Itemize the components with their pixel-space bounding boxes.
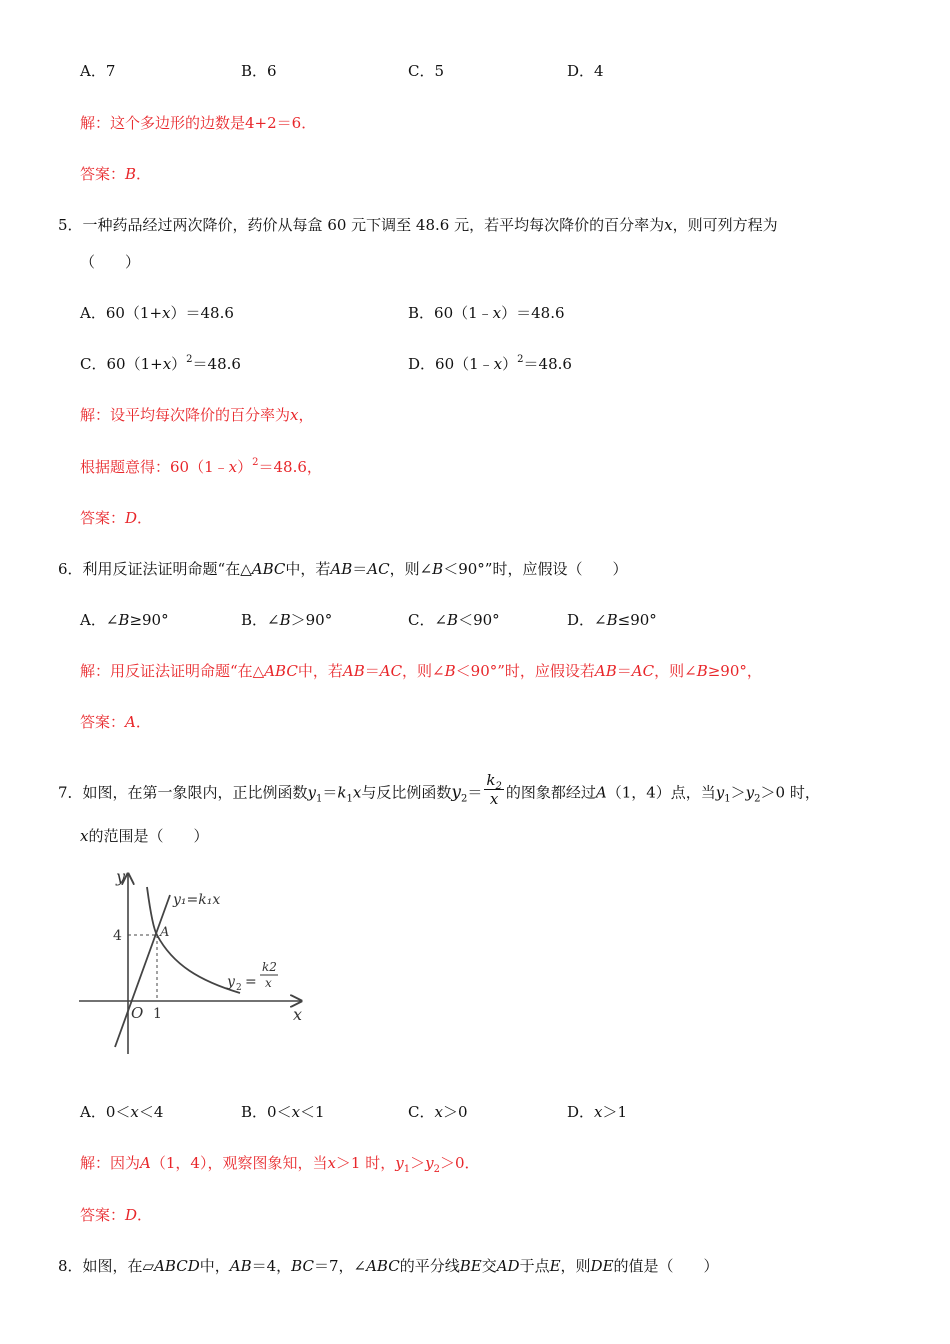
exponent: 2 xyxy=(252,457,259,468)
var: B xyxy=(279,611,291,629)
origin-label: O xyxy=(131,1004,144,1022)
var-x: x xyxy=(162,304,171,322)
sol-text: 解：设平均每次降价的百分率为 xyxy=(80,406,291,424)
answer-suffix: ． xyxy=(137,1206,153,1224)
var: AD xyxy=(496,1257,520,1275)
var: k xyxy=(337,783,347,802)
var: B xyxy=(606,611,618,629)
stem-text: ＝7，∠ xyxy=(313,1257,367,1275)
sol-text: ＝48.6， xyxy=(258,458,322,476)
y-axis-label: y xyxy=(116,867,126,886)
q6-option-d xyxy=(567,610,657,630)
answer-prefix: 答案： xyxy=(80,509,126,527)
curve-label-den: x xyxy=(265,976,272,990)
var: ABCD xyxy=(154,1257,200,1275)
var-x: x xyxy=(492,304,502,322)
q4-option-c: C．5 xyxy=(408,62,445,80)
opt-text: D． xyxy=(567,1103,595,1121)
opt-text: A．∠ xyxy=(80,611,119,629)
tick-label-4: 4 xyxy=(113,928,122,944)
stem-text: 交 xyxy=(481,1257,497,1275)
var: ABC xyxy=(251,560,286,578)
var-x: x xyxy=(664,216,673,234)
sol-text: ≥90°， xyxy=(707,662,762,680)
var: AB xyxy=(229,1257,252,1275)
var: E xyxy=(549,1257,561,1275)
var: AB xyxy=(594,662,617,680)
curve-label-num: k2 xyxy=(262,960,277,974)
q5-stem xyxy=(58,215,778,235)
stem-text: ＝4， xyxy=(251,1257,292,1275)
var-x: x xyxy=(493,355,503,373)
var: y xyxy=(425,1154,434,1172)
sol-text: ，则∠ xyxy=(402,662,445,680)
q6-option-b xyxy=(241,610,332,630)
subscript: 2 xyxy=(433,1164,440,1175)
sol-text: ＜90°”时，应假设若 xyxy=(455,662,595,680)
q7-function-graph xyxy=(75,862,315,1062)
subscript: 1 xyxy=(403,1164,411,1175)
opt-text: ）＝48.6 xyxy=(170,304,234,322)
exponent: 2 xyxy=(186,354,193,365)
opt-text: ＜90° xyxy=(458,611,500,629)
var: BC xyxy=(291,1257,314,1275)
opt-text: B．∠ xyxy=(241,611,280,629)
answer-prefix: 答案： xyxy=(80,1206,126,1224)
curve-label-eq: = xyxy=(245,974,257,990)
var: x xyxy=(291,1103,301,1121)
var: x xyxy=(130,1103,139,1121)
point-a-label: A xyxy=(160,925,170,940)
opt-text: ＞0 xyxy=(442,1103,468,1121)
q7-option-d xyxy=(567,1102,627,1122)
var: AC xyxy=(367,560,390,578)
sol-text: 解：用反证法证明命题“在△ xyxy=(80,662,265,680)
answer-letter: B xyxy=(125,165,137,183)
stem-text: 的值是（ ） xyxy=(613,1257,719,1275)
var: AB xyxy=(330,560,353,578)
var: x xyxy=(80,827,89,845)
answer-suffix: ． xyxy=(137,509,153,527)
opt-text: C． xyxy=(408,1103,435,1121)
stem-text: 6．利用反证法证明命题“在△ xyxy=(58,560,252,578)
subscript: 1 xyxy=(346,793,353,805)
stem-text: ＞ xyxy=(730,783,746,802)
subscript: 2 xyxy=(495,781,502,792)
opt-text: ＜4 xyxy=(138,1103,164,1121)
sol-text: ＝ xyxy=(364,662,380,680)
exponent: 2 xyxy=(517,354,524,365)
parallelogram-icon: ▱ xyxy=(142,1257,155,1275)
q5-option-b xyxy=(408,303,565,323)
stem-text: ，则 xyxy=(560,1257,591,1275)
stem-text: 于点 xyxy=(519,1257,550,1275)
q5-option-d xyxy=(408,354,572,374)
q5-option-a xyxy=(80,303,234,323)
q7-answer xyxy=(80,1205,152,1225)
opt-text: D．∠ xyxy=(567,611,607,629)
q7-stem-line2 xyxy=(80,826,208,846)
var: AC xyxy=(379,662,403,680)
opt-text: ＝48.6 xyxy=(523,355,572,373)
q5-stem-text: 5．一种药品经过两次降价，药价从每盒 60 元下调至 48.6 元，若平均每次降价的百分率为 xyxy=(58,216,665,234)
sol-text: 解：因为 xyxy=(80,1154,141,1172)
q4-option-a: A．7 xyxy=(80,62,116,80)
sol-text: （1，4），观察图象知，当 xyxy=(150,1154,328,1172)
subscript: 1 xyxy=(724,793,731,805)
q4-option-b: B．6 xyxy=(241,62,277,80)
var: y xyxy=(451,782,461,803)
sol-text: ，则∠ xyxy=(654,662,697,680)
q4-answer xyxy=(80,164,151,184)
tick-label-1: 1 xyxy=(153,1006,162,1022)
opt-text: ）＝48.6 xyxy=(501,304,565,322)
var: y xyxy=(307,783,317,802)
var: B xyxy=(118,611,130,629)
var: x xyxy=(327,1154,336,1172)
var: ABC xyxy=(264,662,298,680)
stem-text: （1，4）点，当 xyxy=(606,783,716,802)
opt-text: C．60（1+ xyxy=(80,355,163,373)
var: A xyxy=(595,783,607,802)
q5-answer xyxy=(80,508,152,528)
sol-text: ＞1 时， xyxy=(335,1154,396,1172)
q5-stem-text-end: ，则可列方程为 xyxy=(672,216,778,234)
line-label: y₁=k₁x xyxy=(173,892,221,908)
opt-text: A．60（1+ xyxy=(80,304,163,322)
stem-text: 7．如图，在第一象限内，正比例函数 xyxy=(58,783,308,802)
stem-text: ，则∠ xyxy=(389,560,433,578)
q7-option-c xyxy=(408,1102,468,1122)
q6-answer xyxy=(80,712,151,732)
q8-stem xyxy=(58,1256,719,1276)
stem-text: 8．如图，在 xyxy=(58,1257,143,1275)
opt-text: ＞1 xyxy=(602,1103,628,1121)
subscript: 1 xyxy=(316,793,323,805)
stem-text: ＝ xyxy=(322,783,338,802)
var: y xyxy=(715,783,725,802)
q5-solution-2 xyxy=(80,457,322,477)
sol-text: ） xyxy=(237,458,253,476)
sol-text: ＞ xyxy=(410,1154,426,1172)
opt-text: ） xyxy=(171,355,187,373)
q5-option-c xyxy=(80,354,241,374)
q6-solution xyxy=(80,661,762,681)
stem-text: ＝ xyxy=(467,783,483,802)
var: B xyxy=(447,611,459,629)
q5-answer-paren: （ ） xyxy=(80,253,141,271)
opt-text: D．60（1﹣ xyxy=(408,355,494,373)
var: x xyxy=(434,1103,443,1121)
var-x: x xyxy=(162,355,172,373)
answer-letter: A xyxy=(125,713,136,731)
q6-option-c xyxy=(408,610,500,630)
sol-text: ＝ xyxy=(616,662,632,680)
q7-option-a xyxy=(80,1102,163,1122)
sol-text: ＞0． xyxy=(439,1154,480,1172)
answer-suffix: ． xyxy=(135,713,151,731)
sol-text: 根据题意得：60（1﹣ xyxy=(80,458,229,476)
stem-text: ＞0 时， xyxy=(760,783,820,802)
subscript: 2 xyxy=(460,793,468,805)
opt-text: A．0＜ xyxy=(80,1103,131,1121)
q6-stem xyxy=(58,559,627,579)
var-x: x xyxy=(228,458,238,476)
q4-option-d: D．4 xyxy=(567,62,604,80)
stem-text: 的平分线 xyxy=(399,1257,460,1275)
opt-text: B．0＜ xyxy=(241,1103,292,1121)
var: B xyxy=(696,662,708,680)
var: x xyxy=(594,1103,603,1121)
var: ABC xyxy=(366,1257,400,1275)
answer-prefix: 答案： xyxy=(80,713,126,731)
q7-stem xyxy=(58,771,820,812)
line-y1 xyxy=(115,895,170,1047)
x-axis-label: x xyxy=(293,1005,303,1024)
opt-text: ） xyxy=(502,355,518,373)
var: B xyxy=(444,662,456,680)
var: AB xyxy=(342,662,365,680)
var: B xyxy=(432,560,444,578)
q7-solution xyxy=(80,1153,480,1173)
stem-text: 中，若 xyxy=(285,560,331,578)
fraction-k2-over-x xyxy=(484,771,503,808)
q5-solution-1 xyxy=(80,405,314,425)
stem-text: 的范围是（ ） xyxy=(88,827,209,845)
var: y xyxy=(395,1154,404,1172)
curve-label-sub: 2 xyxy=(236,983,242,993)
opt-text: C．∠ xyxy=(408,611,448,629)
answer-suffix: ． xyxy=(136,165,152,183)
answer-letter: D xyxy=(125,1206,138,1224)
q6-option-a xyxy=(80,610,169,630)
var: x xyxy=(352,783,362,802)
var: AC xyxy=(631,662,655,680)
opt-text: ＞90° xyxy=(290,611,333,629)
sol-text: ， xyxy=(298,406,314,424)
sol-text: 中，若 xyxy=(297,662,343,680)
var: x xyxy=(489,790,499,808)
opt-text: ＜1 xyxy=(300,1103,325,1121)
stem-text: ＜90°”时，应假设（ ） xyxy=(443,560,628,578)
stem-text: 与反比例函数 xyxy=(361,783,452,802)
stem-text: ＝ xyxy=(352,560,368,578)
var-x: x xyxy=(290,406,299,424)
opt-text: ≥90° xyxy=(129,611,169,629)
answer-prefix: 答案： xyxy=(80,165,126,183)
curve-label-y: y xyxy=(227,974,235,990)
opt-text: ≤90° xyxy=(617,611,657,629)
q4-solution: 解：这个多边形的边数是4+2＝6． xyxy=(80,114,317,132)
answer-letter: D xyxy=(125,509,138,527)
var: k xyxy=(486,771,496,789)
q7-option-b xyxy=(241,1102,325,1122)
var: y xyxy=(745,783,755,802)
opt-text: B．60（1﹣ xyxy=(408,304,493,322)
stem-text: 的图象都经过 xyxy=(505,783,596,802)
opt-text: ＝48.6 xyxy=(192,355,241,373)
var: DE xyxy=(590,1257,614,1275)
var: A xyxy=(140,1154,151,1172)
subscript: 2 xyxy=(754,793,761,805)
stem-text: 中， xyxy=(199,1257,230,1275)
var: BE xyxy=(459,1257,482,1275)
